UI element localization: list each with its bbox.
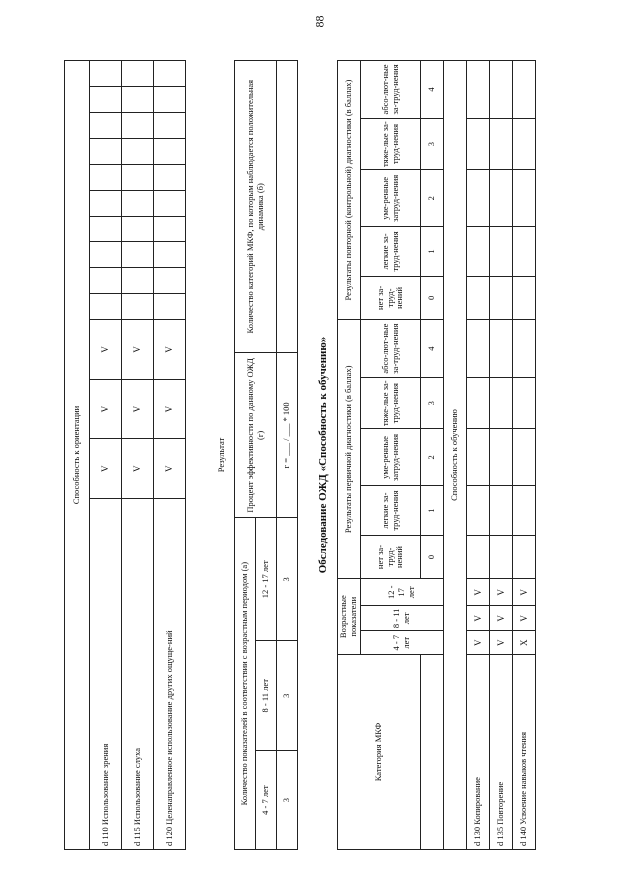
score-cell bbox=[122, 87, 154, 113]
age-group-header: Возрастные показатели bbox=[338, 579, 361, 655]
score-header: 3 bbox=[421, 118, 444, 169]
table-row bbox=[421, 61, 444, 850]
dynamics-header: Количество категорий МКФ, по которым наблюдается положительная динамика (б) bbox=[235, 61, 277, 353]
age-mark: V bbox=[90, 439, 122, 499]
score-cell bbox=[122, 242, 154, 268]
score-cell bbox=[90, 87, 122, 113]
score-cell bbox=[467, 61, 490, 119]
score-cell bbox=[122, 294, 154, 320]
score-cell bbox=[513, 227, 536, 276]
age-header: 12 - 17 лет bbox=[256, 518, 277, 641]
score-cell bbox=[467, 227, 490, 276]
category-label: d 115 Использование слуха bbox=[122, 499, 154, 850]
score-cell bbox=[154, 112, 186, 138]
score-cell bbox=[467, 429, 490, 486]
category-label: d 110 Использование зрения bbox=[90, 499, 122, 850]
page-number: 88 bbox=[312, 15, 327, 27]
table-row bbox=[513, 61, 536, 850]
table-row bbox=[444, 61, 467, 850]
age-header: 4 - 7 лет bbox=[361, 631, 444, 655]
orientation-table bbox=[64, 60, 186, 850]
age-mark: X bbox=[513, 631, 536, 655]
score-cell bbox=[122, 190, 154, 216]
score-cell bbox=[467, 486, 490, 535]
age-mark: V bbox=[490, 606, 513, 631]
score-cell bbox=[90, 61, 122, 87]
score-cell bbox=[154, 164, 186, 190]
score-cell bbox=[513, 61, 536, 119]
level-header: уме-ренные затруд-нения bbox=[361, 429, 421, 486]
age-header: 8 - 11 лет bbox=[256, 641, 277, 751]
score-cell bbox=[513, 378, 536, 429]
score-cell bbox=[90, 268, 122, 294]
score-cell bbox=[154, 61, 186, 87]
score-cell bbox=[513, 535, 536, 579]
table-row bbox=[235, 61, 256, 850]
score-cell bbox=[513, 320, 536, 378]
score-cell bbox=[490, 429, 513, 486]
count-value: 3 bbox=[277, 641, 298, 751]
score-cell bbox=[90, 242, 122, 268]
table-row bbox=[277, 61, 298, 850]
score-cell bbox=[122, 216, 154, 242]
age-mark: V bbox=[513, 606, 536, 631]
table-row bbox=[467, 61, 490, 850]
score-cell bbox=[154, 294, 186, 320]
age-mark: V bbox=[90, 320, 122, 380]
score-cell bbox=[90, 112, 122, 138]
result-table bbox=[234, 60, 298, 850]
age-header: 4 - 7 лет bbox=[256, 751, 277, 850]
score-cell bbox=[467, 378, 490, 429]
score-header: 2 bbox=[421, 429, 444, 486]
section-title: Обследование ОЖД «Способность к обучению» bbox=[317, 336, 329, 574]
score-cell bbox=[490, 378, 513, 429]
score-cell bbox=[154, 87, 186, 113]
count-header: Количество показателей в соответствии с возрастным периодом (а) bbox=[235, 518, 256, 850]
efficiency-header: Процент эффективности по данному ОЖД (г) bbox=[235, 353, 277, 518]
score-cell bbox=[490, 61, 513, 119]
category-header: Категория МКФ bbox=[338, 655, 421, 850]
score-cell bbox=[122, 61, 154, 87]
score-cell bbox=[90, 138, 122, 164]
primary-header: Результаты первичной диагностики (в баллах) bbox=[338, 320, 361, 579]
efficiency-formula: г = ___ / ___ * 100 bbox=[277, 353, 298, 518]
age-mark: V bbox=[154, 379, 186, 439]
score-cell bbox=[490, 276, 513, 320]
score-cell bbox=[122, 268, 154, 294]
score-cell bbox=[90, 216, 122, 242]
score-cell bbox=[513, 486, 536, 535]
score-cell bbox=[490, 486, 513, 535]
age-mark: V bbox=[467, 579, 490, 606]
score-header: 0 bbox=[421, 276, 444, 320]
age-header: 8 - 11 лет bbox=[361, 606, 444, 631]
score-cell bbox=[467, 170, 490, 227]
level-header: абсо-лют-ные за-труд-нения bbox=[361, 61, 421, 119]
score-cell bbox=[513, 276, 536, 320]
score-cell bbox=[90, 164, 122, 190]
learning-table bbox=[337, 60, 536, 850]
category-label: d 140 Усвоение навыков чтения bbox=[513, 655, 536, 850]
score-cell bbox=[154, 190, 186, 216]
level-header: легкие за-труд-нения bbox=[361, 486, 421, 535]
level-header: тяже-лые за-труд-нения bbox=[361, 118, 421, 169]
score-cell bbox=[467, 276, 490, 320]
table-row bbox=[65, 61, 90, 850]
score-cell bbox=[513, 170, 536, 227]
level-header: легкие за-труд-нения bbox=[361, 227, 421, 276]
score-cell bbox=[154, 268, 186, 294]
score-cell bbox=[490, 170, 513, 227]
age-mark: V bbox=[467, 606, 490, 631]
level-header: уме-ренные затруд-нения bbox=[361, 170, 421, 227]
score-header: 3 bbox=[421, 378, 444, 429]
table-row bbox=[122, 61, 154, 850]
section-label: Способность к обучению bbox=[444, 61, 467, 850]
age-mark: V bbox=[490, 631, 513, 655]
score-header: 4 bbox=[421, 320, 444, 378]
score-cell bbox=[467, 535, 490, 579]
score-cell bbox=[467, 320, 490, 378]
score-cell bbox=[154, 242, 186, 268]
score-cell bbox=[467, 118, 490, 169]
age-mark: V bbox=[467, 631, 490, 655]
score-cell bbox=[490, 118, 513, 169]
age-mark: V bbox=[154, 439, 186, 499]
table-row bbox=[90, 61, 122, 850]
score-header: 0 bbox=[421, 535, 444, 579]
empty-cell bbox=[421, 655, 444, 850]
age-header: 12 - 17 лет bbox=[361, 579, 444, 606]
level-header: нет за-труд-нений bbox=[361, 276, 421, 320]
category-label: d 135 Повторение bbox=[490, 655, 513, 850]
age-mark: V bbox=[90, 379, 122, 439]
repeat-header: Результаты повторной (контрольной) диагностики (в баллах) bbox=[338, 61, 361, 320]
count-value: 3 bbox=[277, 518, 298, 641]
score-cell bbox=[513, 118, 536, 169]
score-cell bbox=[490, 320, 513, 378]
score-cell bbox=[490, 535, 513, 579]
score-cell bbox=[490, 227, 513, 276]
table-row bbox=[154, 61, 186, 850]
age-mark: V bbox=[490, 579, 513, 606]
count-value: 3 bbox=[277, 751, 298, 850]
age-mark: V bbox=[122, 320, 154, 380]
category-label: d 130 Копирование bbox=[467, 655, 490, 850]
table-row bbox=[338, 61, 361, 850]
score-cell bbox=[90, 294, 122, 320]
score-header: 2 bbox=[421, 170, 444, 227]
score-cell bbox=[122, 138, 154, 164]
score-cell bbox=[122, 112, 154, 138]
level-header: тяже-лые за-труд-нения bbox=[361, 378, 421, 429]
age-mark: V bbox=[122, 439, 154, 499]
score-cell bbox=[154, 216, 186, 242]
age-mark: V bbox=[513, 579, 536, 606]
score-header: 4 bbox=[421, 61, 444, 119]
age-mark: V bbox=[154, 320, 186, 380]
score-header: 1 bbox=[421, 486, 444, 535]
score-cell bbox=[90, 190, 122, 216]
table-row bbox=[490, 61, 513, 850]
rotated-page-content bbox=[32, 50, 607, 870]
score-header: 1 bbox=[421, 227, 444, 276]
age-mark: V bbox=[122, 379, 154, 439]
score-cell bbox=[122, 164, 154, 190]
level-header: нет за-труд-нений bbox=[361, 535, 421, 579]
level-header: абсо-лют-ные за-труд-нения bbox=[361, 320, 421, 378]
section-label: Способность к ориентации bbox=[65, 61, 90, 850]
category-label: d 120 Целенаправленное использование других ощуще-ний bbox=[154, 499, 186, 850]
result-caption: Результат bbox=[216, 437, 226, 473]
dynamics-value bbox=[277, 61, 298, 353]
score-cell bbox=[513, 429, 536, 486]
score-cell bbox=[154, 138, 186, 164]
